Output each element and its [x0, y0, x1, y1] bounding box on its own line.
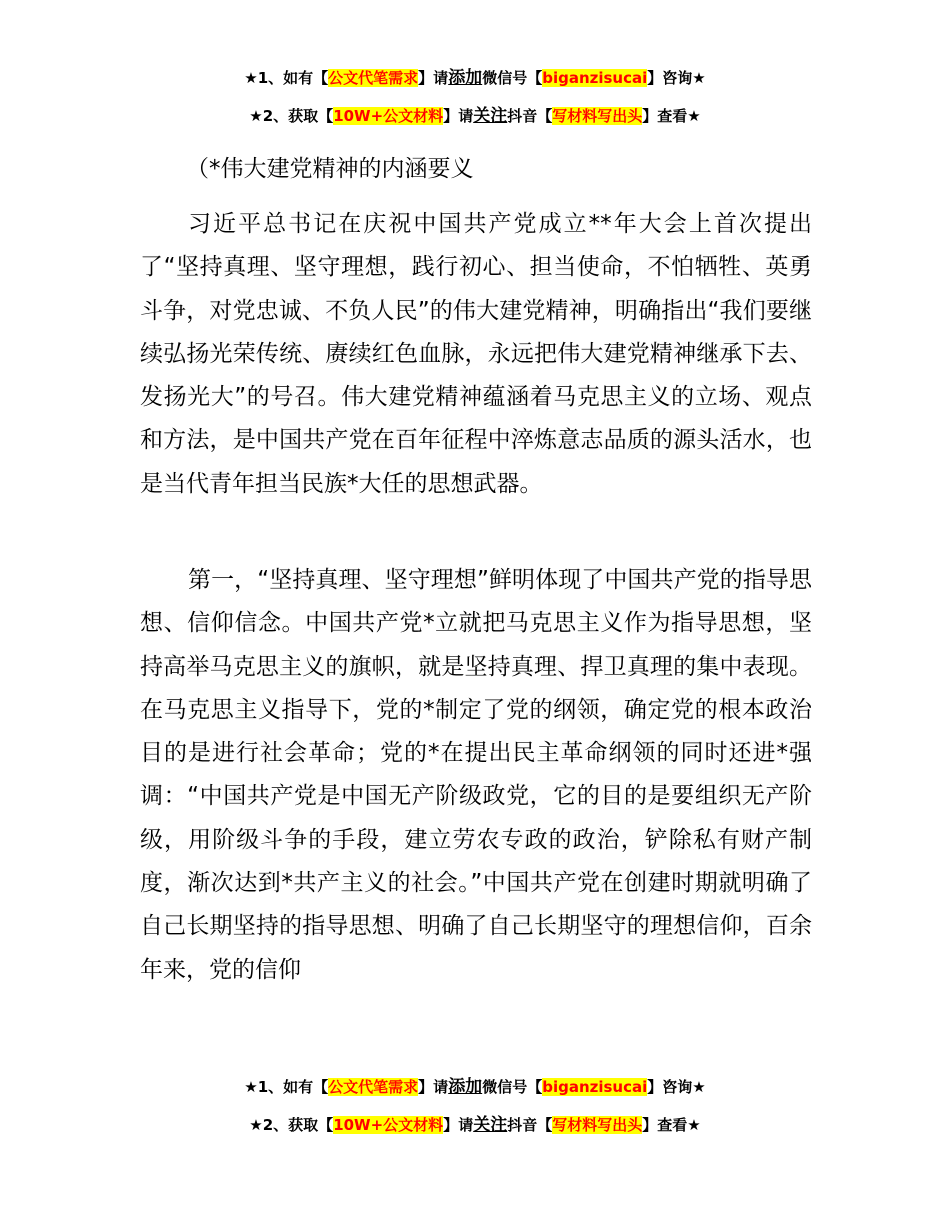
banner-text: ★1、如有【	[244, 69, 329, 87]
douyin-id-highlight: 写材料写出头	[552, 107, 643, 125]
banner-text: 抖音【	[507, 1116, 553, 1134]
header-banner-line-1	[0, 68, 950, 88]
banner-text: 】查看★	[642, 1116, 701, 1134]
banner-text: ★2、获取【	[249, 1116, 334, 1134]
footer-banner-line-2	[0, 1115, 950, 1135]
wechat-id-highlight: biganzisucai	[542, 69, 648, 87]
banner-text: 抖音【	[507, 107, 553, 125]
banner-text: ★2、获取【	[249, 107, 334, 125]
wechat-id-highlight: biganzisucai	[542, 1078, 648, 1096]
banner-text: 】查看★	[642, 107, 701, 125]
banner-text: 】请	[418, 1078, 449, 1096]
banner-emphasis: 关注	[473, 106, 508, 126]
banner-emphasis: 添加	[448, 68, 483, 88]
banner-highlight: 10W+公文材料	[333, 1116, 444, 1134]
banner-text: 】咨询★	[647, 1078, 706, 1096]
douyin-id-highlight: 写材料写出头	[552, 1116, 643, 1134]
banner-text: 】请	[443, 1116, 474, 1134]
banner-emphasis: 添加	[448, 1077, 483, 1097]
banner-text: ★1、如有【	[244, 1078, 329, 1096]
banner-text: 】咨询★	[647, 69, 706, 87]
body-paragraph-2: 第一，“坚持真理、坚守理想”鲜明体现了中国共产党的指导思想、信仰信念。中国共产党*立就把马克思主义作为指导思想，坚持高举马克思主义的旗帜，就是坚持真理、捍卫真理的集中表现。在马克思主义指导下，党的*制定了党的纲领，确定党的根本政治目的是进行社会革命；党的*在提出民主革命纲领的同时还进*强调：“中国共产党是中国无产阶级政党，它的目的是要组织无产阶级，用阶级斗争的手段，建立劳农专政的政治，铲除私有财产制度，渐次达到*共产主义的社会。”中国共产党在创建时期就明确了自己长期坚持的指导思想、明确了自己长期坚守的理想信仰，百余年来，党的信仰	[140, 567, 812, 983]
banner-emphasis: 关注	[473, 1115, 508, 1135]
banner-text: 微信号【	[482, 1078, 543, 1096]
banner-highlight: 公文代笔需求	[328, 69, 419, 87]
footer-banner-line-1	[0, 1077, 950, 1097]
banner-text: 微信号【	[482, 69, 543, 87]
banner-text: 】请	[443, 107, 474, 125]
banner-highlight: 公文代笔需求	[328, 1078, 419, 1096]
banner-highlight: 10W+公文材料	[333, 107, 444, 125]
banner-text: 】请	[418, 69, 449, 87]
section-heading: （*伟大建党精神的内涵要义	[186, 156, 474, 182]
body-paragraph-1: 习近平总书记在庆祝中国共产党成立**年大会上首次提出了“坚持真理、坚守理想，践行初心、担当使命，不怕牺牲、英勇斗争，对党忠诚、不负人民”的伟大建党精神，明确指出“我们要继续弘扬光荣传统、赓续红色血脉，永远把伟大建党精神继承下去、发扬光大”的号召。伟大建党精神蕴涵着马克思主义的立场、观点和方法，是中国共产党在百年征程中淬炼意志品质的源头活水，也是当代青年担当民族*大任的思想武器。	[140, 211, 812, 497]
header-banner-line-2	[0, 106, 950, 126]
